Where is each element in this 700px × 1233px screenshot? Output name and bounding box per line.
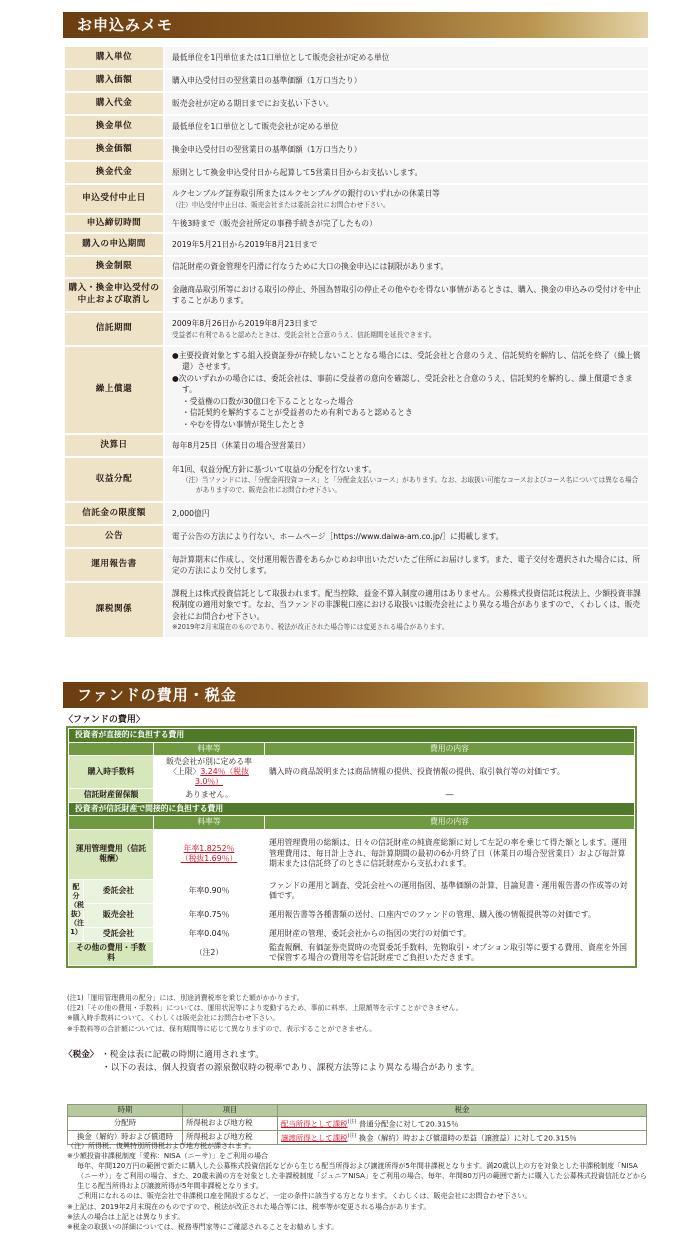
memo-value: 原則として換金申込受付日から起算して5営業日目からお支払いします。: [172, 167, 423, 177]
memo-value: 課税上は株式投資信託として取扱われます。配当控除、益金不算入制度の適用はありません。公募株式投資信託は税法上、少額投資非課税制度の適用対象です。なお、当ファンドの非課税口座における取扱いは販売会社により異なる場合がありますので、くわしくは、販売会社にお問合わせ下さい。: [172, 588, 641, 621]
memo-label: 換金価額: [65, 139, 165, 160]
memo-value: 最低単位を1円単位または1口単位として販売会社が定める単位: [172, 52, 390, 62]
memo-value: 販売会社が定める期日までにお支払い下さい。: [172, 98, 334, 108]
memo-label: 購入の申込期間: [65, 234, 165, 255]
allocation-name: 受託会社: [84, 927, 154, 941]
memo-row: [65, 526, 648, 549]
tax-header-period: 時期: [68, 1105, 183, 1117]
memo-row: [65, 458, 648, 503]
memo-value: 毎年8月25日（休業日の場合翌営業日）: [172, 440, 310, 450]
tax-item: 所得税および地方税: [183, 1130, 278, 1144]
management-fee-rate: 年率1.8252％: [183, 843, 235, 853]
purchase-fee-cap-label: 〈上限〉: [169, 767, 201, 776]
tax-detail: 換金（解約）時および償還時の差益（譲渡益）に対して20.315％: [358, 1133, 577, 1143]
content-column-header: 費用の内容: [265, 816, 635, 830]
other-fees-label: その他の費用・手数料: [69, 941, 154, 965]
tax-note: （注）所得税、復興特別所得税および地方税が課されます。: [67, 1142, 256, 1150]
content-column-header: 費用の内容: [265, 742, 635, 756]
allocation-content: ファンドの運用と調査、受託会社への運用指図、基準価額の計算、目論見書・運用報告書の作成等の対価です。: [265, 879, 635, 903]
memo-label: 収益分配: [65, 458, 165, 501]
memo-label: 申込締切時間: [65, 215, 165, 232]
memo-value: 2,000億円: [172, 508, 210, 518]
memo-label: 繰上償還: [65, 347, 165, 433]
memo-label: 換金単位: [65, 116, 165, 137]
memo-row: [65, 313, 648, 347]
tax-type: 譲渡所得として課税: [281, 1133, 348, 1143]
tax-intro: [64, 1049, 479, 1075]
fund-costs-subtitle: 〈ファンドの費用〉: [64, 715, 145, 725]
memo-row: [65, 503, 648, 526]
allocation-rate: 年率0.04％: [154, 927, 265, 941]
memo-row: [65, 347, 648, 435]
tax-header-tax: 税金: [278, 1105, 647, 1117]
tax-item: 所得税および地方税: [183, 1117, 278, 1131]
memo-label: 信託金の限度額: [65, 503, 165, 524]
memo-label: 換金代金: [65, 162, 165, 183]
allocation-label: 配分（税抜）（注1）: [69, 879, 84, 941]
tax-detail: 普通分配金に対して20.315％: [358, 1119, 459, 1129]
retention-rate: ありません。: [154, 789, 265, 803]
management-fee-label: 運用管理費用（信託報酬）: [69, 829, 154, 879]
memo-note: （注）申込受付中止日は、販売会社または委託会社にお問合わせ下さい。: [172, 200, 390, 209]
memo-row: [65, 435, 648, 458]
memo-value: ルクセンブルグ証券取引所またはルクセンブルグの銀行のいずれかの休業日等: [172, 189, 440, 199]
direct-cost-header: 投資者が直接的に負担する費用: [69, 729, 635, 743]
memo-note: 受益者に有利であると認めたときは、受託会社と合意のうえ、信託期間を延長できます。: [172, 330, 436, 339]
memo-label: 換金制限: [65, 257, 165, 277]
memo-note: ※2019年2月末現在のものであり、税法が改正された場合等には変更される場合があります。: [172, 623, 449, 632]
allocation-content: 運用財産の管理、委託会社からの指図の実行の対価です。: [265, 927, 635, 941]
retention-label: 信託財産留保額: [69, 789, 154, 803]
tax-header-item: 項目: [183, 1105, 278, 1117]
memo-row: [65, 47, 648, 70]
memo-value: 電子公告の方法により行ない、ホームページ［https://www.daiwa-am.co.jp/］に掲載します。: [172, 531, 504, 541]
retention-content: ―: [265, 789, 635, 803]
tax-period: 換金（解約）時および償還時: [68, 1130, 183, 1144]
tax-note-mark: (注): [347, 1119, 357, 1125]
memo-value: 午後3時まで（販売会社所定の事務手続きが完了したもの）: [172, 218, 377, 228]
memo-list-item: ・受益権の口数が30億口を下ることとなった場合: [182, 396, 354, 406]
tax-type: 配当所得として課税: [281, 1119, 348, 1129]
rate-column-header: 料率等: [154, 742, 265, 756]
purchase-fee-content: 購入時の商品説明または商品情報の提供、投資情報の提供、取引執行等の対価です。: [265, 756, 635, 789]
memo-row: [65, 279, 648, 313]
memo-label: 信託期間: [65, 313, 165, 345]
memo-label: 購入・換金申込受付の中止および取消し: [65, 279, 165, 311]
memo-row: [65, 549, 648, 583]
tax-bullet: ・以下の表は、個人投資者の源泉徴収時の税率であり、課税方法等により異なる場合があります。: [102, 1063, 480, 1073]
purchase-fee-rate: 販売会社が別に定める率: [166, 757, 252, 766]
memo-value: 金融商品取引所等における取引の停止、外国為替取引の停止その他やむを得ない事情があるときは、購入、換金の申込みの受付けを中止することがあります。: [172, 284, 641, 305]
memo-label: 購入価額: [65, 70, 165, 91]
memo-row: [65, 116, 648, 139]
memo-list-item: ・やむを得ない事情が発生したとき: [182, 419, 306, 429]
memo-value: 毎計算期末に作成し、交付運用報告書をあらかじめお申出いただいたご住所にお届けします。また、電子交付を選択された場合には、所定の方法により交付します。: [172, 554, 641, 575]
memo-list-item: ●主要投資対象とする組入投資証券が存続しないこととなる場合には、受託会社と合意のうえ、信託契約を解約し、信託を終了（繰上償還）させます。: [172, 350, 641, 372]
memo-value: 購入申込受付日の翌営業日の基準価額（1万口当たり）: [172, 75, 362, 85]
allocation-rate: 年率0.75％: [154, 903, 265, 927]
rate-column-header: 料率等: [154, 816, 265, 830]
tax-note: ご利用になれるのは、販売会社で非課税口座を開設するなど、一定の条件に該当する方となります。くわしくは、販売会社にお問合わせ下さい。: [77, 1192, 532, 1201]
memo-label: 購入代金: [65, 93, 165, 114]
cost-notes: [67, 993, 647, 1034]
memo-value: 年1回、収益分配方針に基づいて収益の分配を行ないます。: [172, 464, 377, 474]
memo-list-item: ●次のいずれかの場合には、委託会社は、事前に受益者の意向を確認し、受託会社と合意のうえ、信託契約を解約し、繰上償還できます。: [172, 373, 633, 395]
memo-row: [65, 234, 648, 257]
cost-note: ※手数料等の合計額については、保有期間等に応じて異なりますので、表示することができません。: [67, 1024, 377, 1033]
purchase-fee-label: 購入時手数料: [69, 756, 154, 789]
tax-note: ※上記は、2019年2月末現在のものですので、税法が改正された場合等には、税率等が変更される場合があります。: [67, 1202, 431, 1211]
allocation-name: 委託会社: [84, 879, 154, 903]
allocation-name: 販売会社: [84, 903, 154, 927]
cost-note: (注2)「その他の費用・手数料」については、運用状況等により変動するため、事前に料率、上限額等を示すことができません。: [67, 1004, 463, 1013]
memo-label: 運用報告書: [65, 549, 165, 581]
other-fees-rate: （注2）: [154, 941, 265, 965]
memo-section-title: お申込みメモ: [63, 12, 648, 38]
memo-value: 最低単位を1口単位として販売会社が定める単位: [172, 121, 339, 131]
tax-period: 分配時: [68, 1117, 183, 1131]
memo-row: [65, 70, 648, 93]
tax-note: ※税金の取扱いの詳細については、税務専門家等にご確認されることをお勧めします。: [67, 1222, 339, 1231]
memo-label: 課税関係: [65, 583, 165, 637]
memo-label: 購入単位: [65, 47, 165, 68]
memo-list-item: ・信託契約を解約することが受益者のため有利であると認めるとき: [182, 408, 413, 418]
cost-note: ※購入時手数料について、くわしくは販売会社にお問合わせ下さい。: [67, 1014, 280, 1023]
management-fee-rate-ex-tax: （税抜1.69％）: [180, 854, 238, 863]
memo-label: 申込受付中止日: [65, 185, 165, 213]
tax-note: 毎年、年間120万円の範囲で新たに購入した公募株式投資信託などから生じる配当所得および譲渡所得が5年間非課税となります。満20歳以上の方を対象とした非課税制度「NISA（ニーサ）」をご利用の場合、また、20歳未満の方を対象とした非課税制度「ジュニアNISA」をご利用の場合、毎年、年間80万円の範囲で新たに購入した公募株式投資信託などから生じる配当所得および譲渡所得が5年間非課税となります。: [77, 1162, 647, 1191]
memo-row: [65, 583, 648, 639]
memo-label: 決算日: [65, 435, 165, 456]
fund-costs-table: [66, 726, 637, 968]
other-fees-content: 監査報酬、有価証券売買時の売買委託手数料、先物取引・オプション取引等に要する費用、資産を外国で保管する場合の費用等を信託財産でご負担いただきます。: [265, 941, 635, 965]
memo-label: 公告: [65, 526, 165, 547]
memo-row: [65, 257, 648, 279]
allocation-content: 運用報告書等各種書類の送付、口座内でのファンドの管理、購入後の情報提供等の対価です。: [265, 903, 635, 927]
memo-value: 信託財産の資金管理を円滑に行なうために大口の換金申込には制限があります。: [172, 262, 449, 272]
cost-note: (注1)「運用管理費用の配分」には、別途消費税率を乗じた額がかかります。: [67, 994, 304, 1002]
tax-note-mark: (注): [347, 1132, 357, 1139]
tax-note: ※少額投資非課税制度「愛称：NISA（ニーサ）」をご利用の場合: [67, 1152, 269, 1161]
memo-row: [65, 185, 648, 215]
memo-value: 2009年8月26日から2019年8月23日まで: [172, 319, 318, 329]
costs-section-title: ファンドの費用・税金: [63, 682, 648, 708]
tax-bullet: ・税金は表に記載の時期に適用されます。: [101, 1050, 264, 1060]
subscription-memo-table: [65, 47, 648, 639]
indirect-cost-header: 投資者が信託財産で間接的に負担する費用: [69, 802, 635, 816]
memo-row: [65, 139, 648, 162]
memo-value: 2019年5月21日から2019年8月21日まで: [172, 239, 318, 249]
tax-table: [67, 1104, 647, 1145]
memo-row: [65, 93, 648, 116]
memo-row: [65, 215, 648, 234]
memo-value: 換金申込受付日の翌営業日の基準価額（1万口当たり）: [172, 144, 362, 154]
memo-note: （注）当ファンドには、「分配金再投資コース」と「分配金支払いコース」があります。なお、お取扱い可能なコースおよびコース名については異なる場合がありますので、販売会社にお問合わせ下さい。: [182, 476, 639, 495]
purchase-fee-cap: 3.24％（税抜3.0％）: [195, 767, 249, 786]
tax-label: 〈税金〉: [64, 1050, 99, 1060]
management-fee-content: 運用管理費用の総額は、日々の信託財産の純資産総額に対して左記の率を乗じて得た額とします。運用管理費用は、毎日計上され、毎計算期間の最初の6か月終了日（休業日の場合翌営業日）および毎計算期末または信託終了のときに信託財産から支払われます。: [265, 829, 635, 879]
allocation-rate: 年率0.90％: [154, 879, 265, 903]
tax-note: ※法人の場合は上記とは異なります。: [67, 1212, 185, 1221]
tax-notes: [67, 1141, 647, 1232]
memo-row: [65, 162, 648, 185]
